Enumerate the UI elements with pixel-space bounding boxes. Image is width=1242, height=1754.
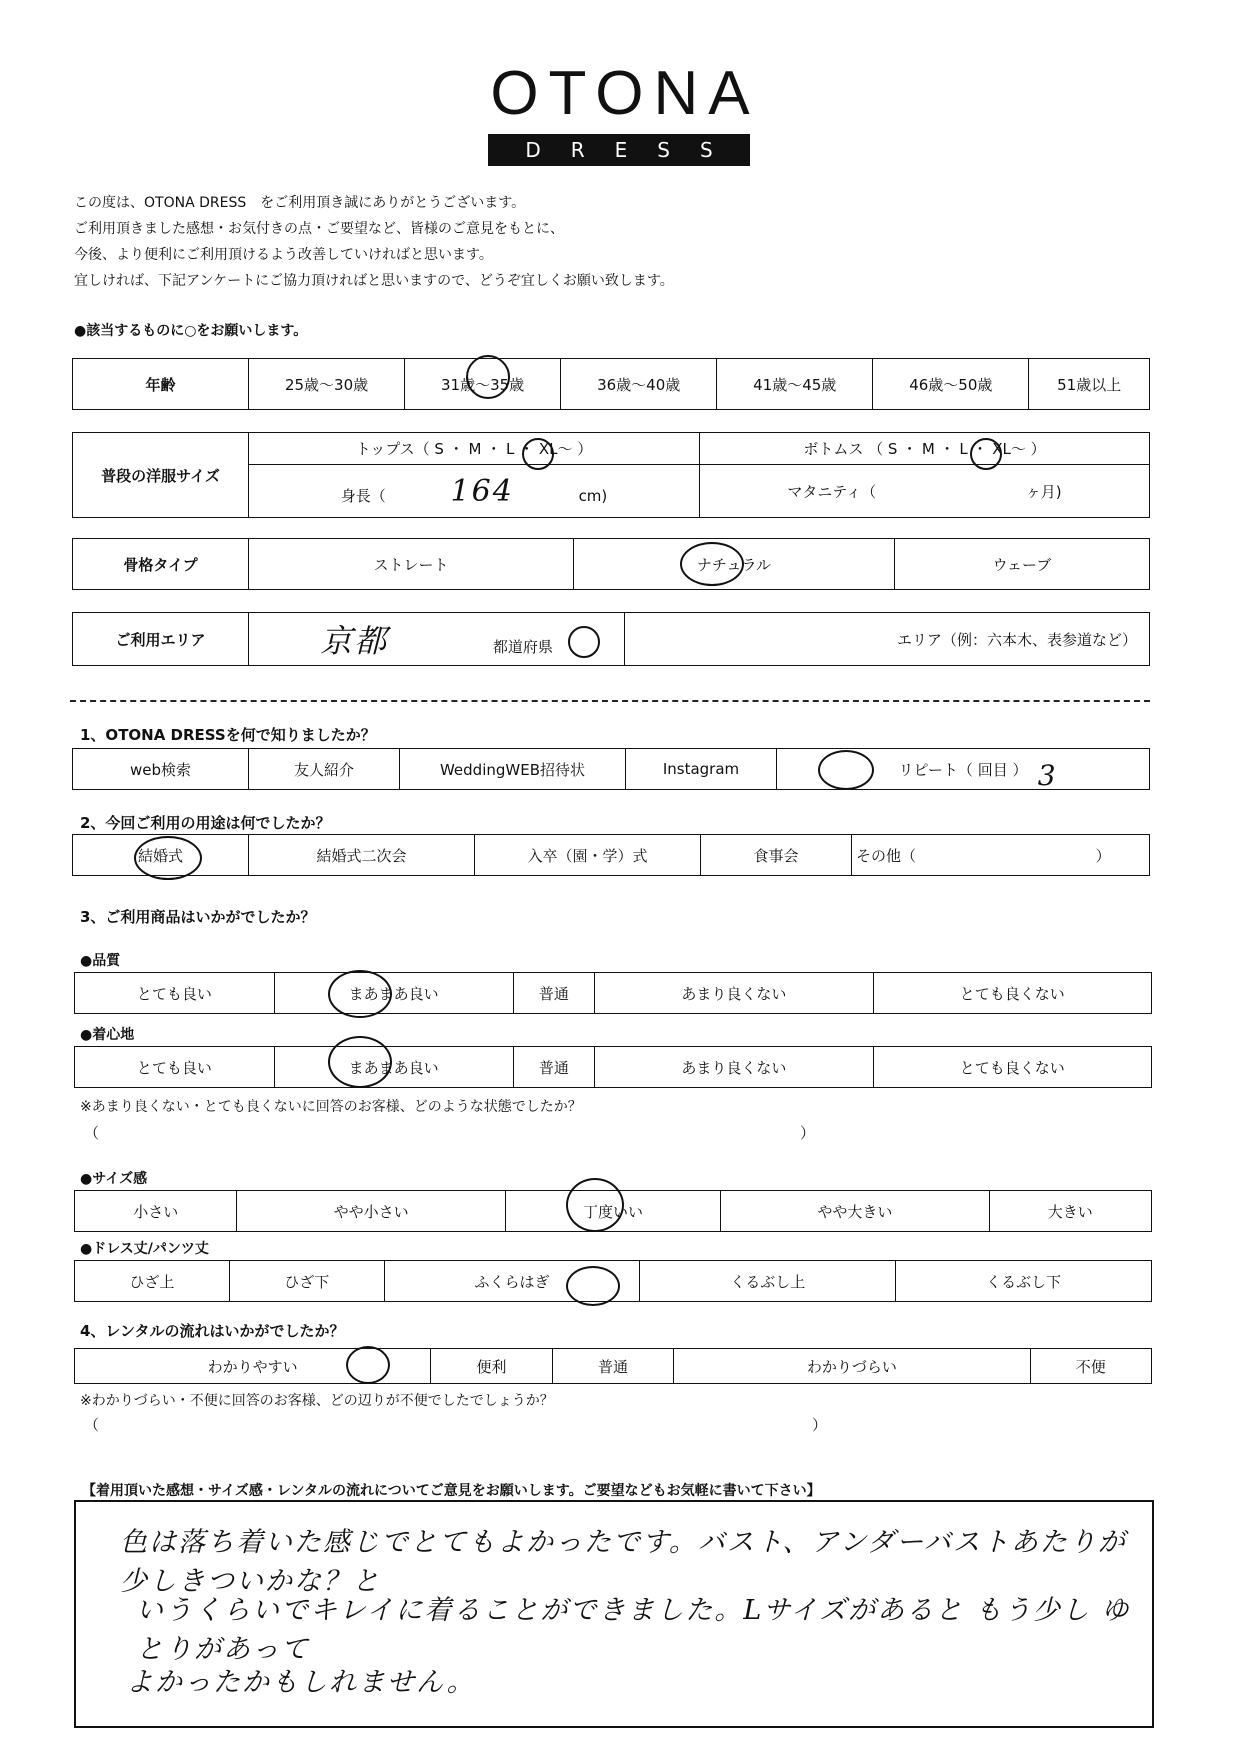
skeleton-option[interactable]: ナチュラル (573, 539, 894, 590)
age-option[interactable]: 51歳以上 (1029, 359, 1150, 410)
q4-option[interactable]: わかりづらい (674, 1349, 1030, 1384)
intro-line: ご利用頂きました感想・お気付きの点・ご要望など、皆様のご意見をもとに、 (74, 221, 564, 237)
length-option[interactable]: くるぶし上 (640, 1261, 896, 1302)
selection-circle (522, 438, 554, 470)
comment-box[interactable] (74, 1500, 1154, 1728)
comment-line: いうくらいでキレイに着ることができました。Lサイズがあると もう少し ゆとりがあって (136, 1595, 1131, 1665)
logo-subbar: DRESS (488, 134, 750, 166)
section-note: ●該当するものに○をお願いします。 (74, 323, 308, 339)
intro-line: 宜しければ、下記アンケートにご協力頂ければと思いますので、どうぞ宜しくお願い致します。 (74, 273, 674, 289)
q2-option[interactable]: 食事会 (701, 835, 852, 876)
q1-option[interactable]: web検索 (73, 749, 249, 790)
selection-circle (466, 355, 510, 399)
tops-size[interactable]: トップス（ S ・ M ・ L ・ XL～ ） (249, 433, 700, 465)
q1-option[interactable]: WeddingWEB招待状 (400, 749, 626, 790)
q2-table (72, 834, 1150, 876)
selection-circle (328, 970, 392, 1018)
comfort-option[interactable]: とても良い (75, 1047, 275, 1088)
selection-circle (970, 438, 1002, 470)
q1-repeat-label: リピート（ (898, 760, 973, 779)
intro-line: この度は、OTONA DRESS をご利用頂き誠にありがとうございます。 (74, 195, 526, 211)
skeleton-option[interactable]: ストレート (249, 539, 574, 590)
quality-label: ●品質 (80, 953, 121, 969)
age-option[interactable]: 36歳～40歳 (561, 359, 717, 410)
logo-wordmark: OTONA (490, 59, 760, 128)
age-option[interactable]: 31歳～35歳 (405, 359, 561, 410)
q1-table (72, 748, 1150, 790)
skeleton-option[interactable]: ウェーブ (894, 539, 1149, 590)
skeleton-table (72, 538, 1150, 590)
quality-option[interactable]: とても良い (75, 973, 275, 1014)
size-feel-option[interactable]: 丁度いい (505, 1191, 720, 1232)
comfort-option[interactable]: あまり良くない (595, 1047, 873, 1088)
q2-option[interactable]: 結婚式二次会 (249, 835, 475, 876)
length-option[interactable]: ひざ上 (75, 1261, 230, 1302)
comment-line: よかったかもしれません。 (126, 1667, 476, 1698)
age-option[interactable]: 25歳～30歳 (249, 359, 405, 410)
q3-title: 3、ご利用商品はいかがでしたか？ (80, 908, 316, 926)
q1-option[interactable]: Instagram (626, 749, 777, 790)
comfort-option[interactable]: 普通 (513, 1047, 594, 1088)
height-value: 164 (450, 473, 514, 509)
quality-option[interactable]: あまり良くない (595, 973, 873, 1014)
q4-option[interactable]: わかりやすい (75, 1349, 431, 1384)
q4-title: 4、レンタルの流れはいかがでしたか？ (80, 1322, 345, 1340)
age-option[interactable]: 41歳～45歳 (717, 359, 873, 410)
length-label: ●ドレス丈/パンツ丈 (80, 1241, 209, 1257)
q2-other-cell[interactable] (852, 835, 1150, 876)
q2-other-close: ） (1095, 846, 1111, 865)
q1-repeat-value: 3 (1037, 758, 1058, 792)
paren-open: （ (84, 1124, 100, 1142)
q1-title: 1、OTONA DRESSを何で知りましたか？ (80, 726, 376, 744)
q2-title: 2、今回ご利用の用途は何でしたか？ (80, 814, 331, 832)
prefecture-suffix: 都道府県 (492, 638, 553, 656)
age-option[interactable]: 46歳～50歳 (873, 359, 1029, 410)
maternity-cell[interactable] (700, 465, 1150, 518)
area-label: ご利用エリア (73, 613, 249, 666)
comfort-option[interactable]: とても良くない (873, 1047, 1151, 1088)
maternity-label: マタニティ（ (787, 482, 877, 501)
q4-option[interactable]: 普通 (552, 1349, 673, 1384)
q2-option[interactable]: 結婚式 (73, 835, 249, 876)
quality-table (74, 972, 1152, 1014)
dashed-divider (70, 700, 1150, 702)
paren-close: ） (812, 1416, 828, 1434)
size-feel-option[interactable]: やや小さい (237, 1191, 505, 1232)
area-table (72, 612, 1150, 666)
q4-option[interactable]: 不便 (1030, 1349, 1151, 1384)
size-label: 普段の洋服サイズ (73, 433, 249, 518)
comfort-option[interactable]: まあまあ良い (274, 1047, 513, 1088)
size-feel-option[interactable]: 小さい (75, 1191, 237, 1232)
selection-circle (328, 1036, 392, 1088)
quality-option[interactable]: とても良くない (873, 973, 1151, 1014)
q4-table (74, 1348, 1152, 1384)
area-hint[interactable]: エリア（例：六本木、表参道など） (625, 613, 1150, 666)
length-option[interactable]: ふくらはぎ (384, 1261, 640, 1302)
size-feel-option[interactable]: 大きい (989, 1191, 1151, 1232)
selection-circle (346, 1346, 390, 1384)
q1-option[interactable]: 友人紹介 (249, 749, 400, 790)
comment-line: 色は落ち着いた感じでとてもよかったです。バスト、アンダーバストあたりが少しきついかな？と (120, 1527, 1127, 1597)
height-cell[interactable] (249, 465, 700, 518)
selection-circle (134, 836, 202, 880)
comfort-note: ※あまり良くない・とても良くないに回答のお客様、どのような状態でしたか？ (80, 1099, 582, 1115)
selection-circle (566, 1178, 624, 1232)
prefecture-value: 京都 (320, 622, 389, 660)
size-feel-option[interactable]: やや大きい (721, 1191, 989, 1232)
q4-note: ※わかりづらい・不便に回答のお客様、どの辺りが不便でしたでしょうか？ (80, 1393, 554, 1409)
age-label: 年齢 (73, 359, 249, 410)
comfort-label: ●着心地 (80, 1027, 135, 1043)
selection-circle (680, 542, 744, 586)
selection-circle (818, 750, 874, 790)
comfort-table (74, 1046, 1152, 1088)
paren-open: （ (84, 1416, 100, 1434)
intro-line: 今後、より便利にご利用頂けるよう改善していければと思います。 (74, 247, 493, 263)
q2-option[interactable]: 入卒（園・学）式 (475, 835, 701, 876)
size-feel-label: ●サイズ感 (80, 1171, 148, 1187)
age-table (72, 358, 1150, 410)
intro-text (74, 190, 674, 294)
quality-option[interactable]: 普通 (513, 973, 594, 1014)
length-option[interactable]: ひざ下 (229, 1261, 384, 1302)
height-label: 身長（ (340, 486, 386, 505)
selection-circle (566, 1266, 620, 1306)
q4-option[interactable]: 便利 (431, 1349, 552, 1384)
maternity-unit: ヶ月) (1025, 482, 1062, 501)
q1-repeat-suffix: 回目 ） (977, 760, 1028, 779)
length-option[interactable]: くるぶし下 (896, 1261, 1152, 1302)
selection-circle (568, 626, 600, 658)
skeleton-label: 骨格タイプ (73, 539, 249, 590)
comment-heading: 【着用頂いた感想・サイズ感・レンタルの流れについてご意見をお願いします。ご要望などもお気軽に書いて下さい】 (82, 1483, 821, 1499)
paren-close: ） (800, 1124, 816, 1142)
height-unit: cm) (578, 486, 608, 505)
bottoms-size[interactable]: ボトムス （ S ・ M ・ L ・ XL～ ） (700, 433, 1150, 465)
quality-option[interactable]: まあまあ良い (274, 973, 513, 1014)
q2-other-label: その他（ (856, 846, 917, 865)
